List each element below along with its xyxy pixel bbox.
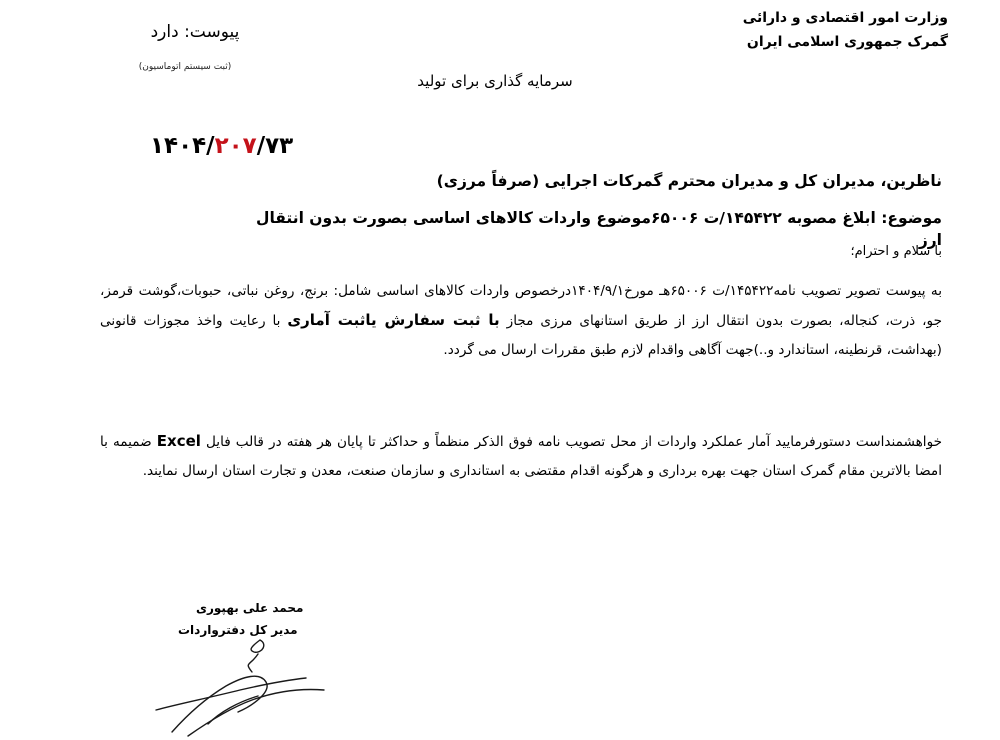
- addressee: ناظرین، مدیران کل و مدیران محترم گمرکات اجرایی (صرفاً مرزی): [436, 172, 942, 190]
- handwritten-signature: [148, 632, 328, 740]
- p1-text-b: با رعایت واخذ مجوزات قانونی (بهداشت، قرنطینه، استاندارد و..)جهت آگاهی واقدام لازم طبق مقررات ارسال می گردد.: [100, 313, 942, 358]
- signer-name: محمد علی بهپوری: [196, 601, 304, 615]
- letter-number-middle: ۲۰۷: [214, 133, 257, 159]
- body-paragraph-1: [100, 277, 942, 365]
- signer-title: مدیر کل دفترواردات: [178, 623, 298, 637]
- attachment-note: (ثبت سیستم اتوماسیون): [138, 62, 232, 72]
- letter-number-year: ۱۴۰۴: [150, 133, 207, 159]
- body-paragraph-2: [100, 427, 942, 486]
- letter-number: ۱۴۰۴/۲۰۷/۷۳: [150, 133, 294, 159]
- p1-text-a: به پیوست تصویر تصویب نامه۱۴۵۴۲۲/ت ۶۵۰۰۶هـ مورخ۱۴۰۴/۹/۱درخصوص واردات کالاهای اساسی شامل: برنج، روغن نباتی، حبوبات،گوشت قرمز، جو، ذرت، کنجاله، بصورت بدون انتقال ارز از طریق استانهای مرزی مجاز: [100, 283, 942, 329]
- ministry-header: [743, 6, 948, 54]
- slogan: سرمایه گذاری برای تولید: [417, 72, 573, 90]
- ministry-name: وزارت امور اقتصادی و دارائی: [742, 10, 948, 26]
- greeting: با سلام و احترام؛: [850, 244, 942, 259]
- letter-number-last: ۷۳: [265, 133, 294, 159]
- p2-excel-word: Excel: [156, 432, 201, 450]
- subject-line: موضوع: ابلاغ مصوبه ۱۴۵۴۲۲/ت ۶۵۰۰۶موضوع واردات کالاهای اساسی بصورت بدون انتقال ارز: [256, 209, 942, 249]
- p2-text-b: ضمیمه با امضا بالاترین مقام گمرک استان جهت بهره برداری و هرگونه اقدام مقتضی به استانداری و سازمان صنعت، معدن و تجارت استان ارسال نمایند.: [100, 434, 942, 479]
- attachment-label: پیوست: دارد: [150, 22, 240, 42]
- p1-bold-text: با ثبت سفارش یاثبت آماری: [287, 311, 500, 329]
- p2-text-a: خواهشمنداست دستورفرمایید آمار عملکرد واردات از محل تصویب نامه فوق الذکر منظماً و حداکثر تا پایان هر هفته در قالب فایل: [206, 434, 943, 450]
- customs-name: گمرک جمهوری اسلامی ایران: [746, 34, 948, 50]
